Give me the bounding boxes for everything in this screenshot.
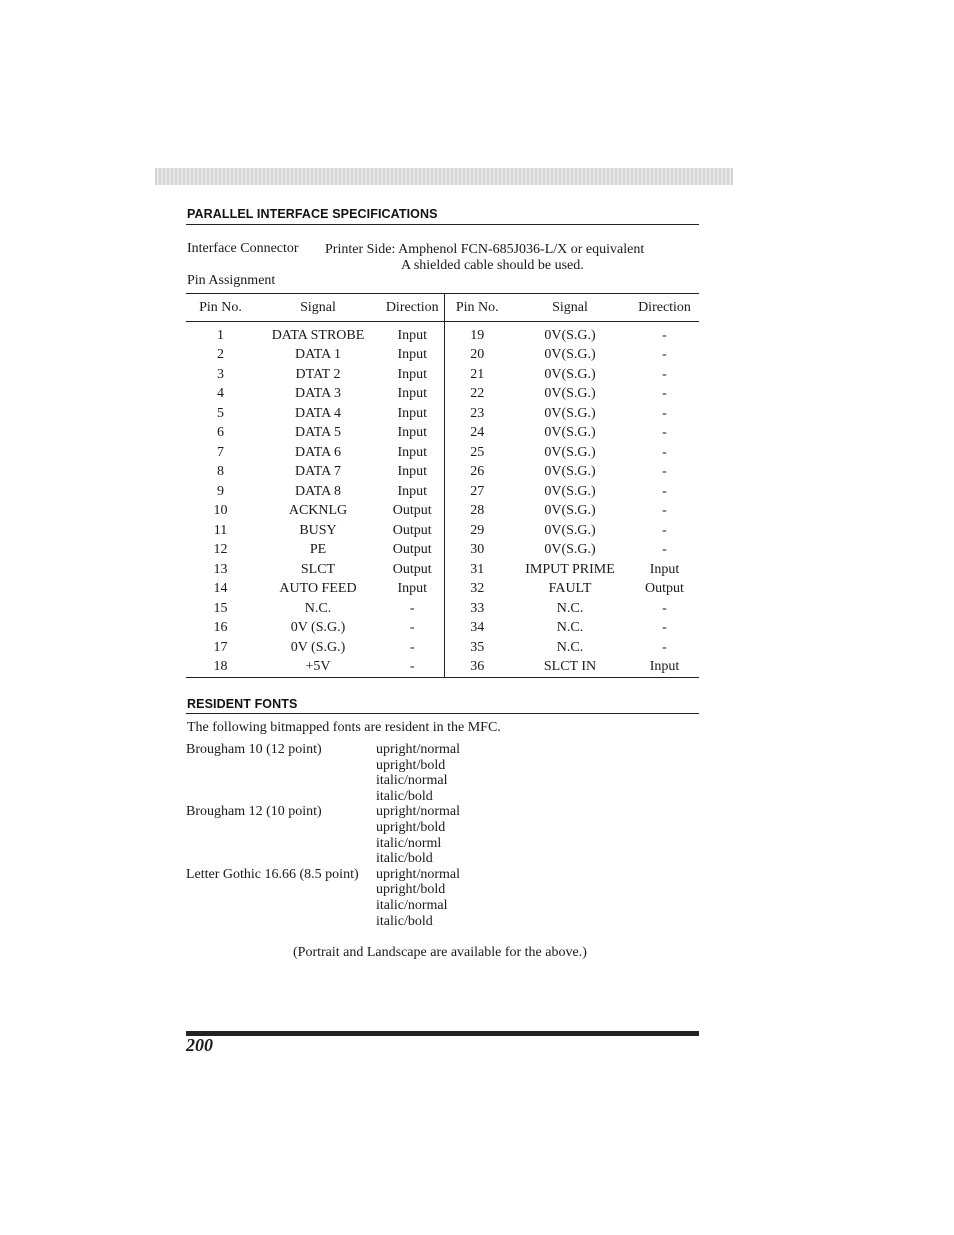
font-style-item: italic/bold — [376, 913, 433, 929]
table-cell: 0V(S.G.) — [544, 483, 596, 499]
section-rule — [186, 224, 699, 225]
font-name: Brougham 10 (12 point) — [186, 742, 322, 757]
table-cell: Input — [381, 404, 444, 424]
table-cell: N.C. — [556, 600, 584, 616]
connector-value: Printer Side: Amphenol FCN-685J036-L/X or equivalent — [325, 242, 645, 257]
table-cell: Input — [381, 424, 444, 444]
table-cell: 4 — [217, 386, 224, 402]
table-cell: DATA 8 — [295, 483, 341, 499]
table-cell: SLCT IN — [510, 658, 630, 678]
table-cell: 7 — [217, 444, 224, 460]
table-row — [186, 404, 699, 424]
cable-note: A shielded cable should be used. — [401, 258, 584, 273]
table-cell: 11 — [213, 522, 228, 538]
table-cell: - — [381, 599, 444, 619]
fonts-section-title: RESIDENT FONTS — [187, 697, 298, 711]
table-cell: Input — [381, 385, 444, 405]
table-cell: 18 — [186, 658, 255, 678]
table-cell: 0V(S.G.) — [544, 386, 596, 402]
table-row — [186, 541, 699, 561]
table-cell: ACKNLG — [288, 503, 348, 519]
table-cell: Input — [381, 322, 444, 346]
table-cell: DATA 3 — [295, 386, 341, 402]
table-cell: - — [662, 483, 667, 499]
table-cell: 36 — [444, 658, 510, 678]
table-cell: 26 — [470, 464, 485, 480]
table-row — [186, 424, 699, 444]
table-row — [186, 502, 699, 522]
font-group — [186, 742, 586, 804]
table-cell: 33 — [470, 600, 485, 616]
font-name: Letter Gothic 16.66 (8.5 point) — [186, 866, 359, 882]
table-cell: N.C. — [556, 620, 584, 636]
table-cell: N.C. — [556, 639, 584, 655]
table-cell: 0V(S.G.) — [544, 425, 596, 441]
font-styles — [376, 804, 460, 866]
table-cell: DTAT 2 — [295, 366, 341, 382]
pin-assignment-table — [186, 293, 699, 678]
table-cell: DATA 7 — [295, 464, 341, 480]
table-cell: 19 — [470, 327, 485, 343]
table-cell: - — [662, 639, 667, 655]
table-row — [186, 658, 699, 678]
font-style-item: italic/norml — [376, 835, 442, 851]
font-group — [186, 804, 586, 866]
table-cell: 28 — [470, 503, 485, 519]
table-cell: 0V(S.G.) — [544, 542, 596, 558]
table-cell: 25 — [470, 444, 485, 460]
table-cell: 6 — [217, 425, 224, 441]
table-cell: 31 — [470, 561, 485, 577]
footer-rule — [186, 1031, 699, 1036]
table-cell: BUSY — [299, 522, 337, 538]
table-cell: 5 — [217, 405, 224, 421]
font-style-item: italic/normal — [376, 773, 448, 789]
table-cell: Input — [381, 365, 444, 385]
table-cell: - — [662, 425, 667, 441]
font-style-item: upright/bold — [376, 819, 446, 835]
table-cell: DATA STROBE — [271, 327, 365, 343]
font-style-item: upright/bold — [376, 757, 446, 773]
table-cell: - — [381, 638, 444, 658]
header-band — [155, 168, 733, 185]
table-cell: Input — [649, 561, 680, 577]
table-cell: N.C. — [304, 600, 332, 616]
table-row — [186, 322, 699, 346]
table-row — [186, 638, 699, 658]
table-cell: 1 — [217, 327, 224, 343]
table-cell: Input — [381, 482, 444, 502]
table-cell: 0V(S.G.) — [544, 503, 596, 519]
table-cell: Output — [381, 521, 444, 541]
table-cell: IMPUT PRIME — [525, 561, 615, 577]
column-header: Signal — [510, 294, 630, 322]
font-style-item: italic/bold — [376, 788, 433, 804]
column-header: Pin No. — [444, 294, 510, 322]
table-cell: 0V(S.G.) — [544, 327, 596, 343]
table-cell: 9 — [217, 483, 224, 499]
table-cell: Input — [381, 346, 444, 366]
table-cell: 34 — [470, 620, 485, 636]
table-cell: - — [662, 405, 667, 421]
table-cell: 15 — [213, 600, 228, 616]
table-cell: 0V(S.G.) — [544, 522, 596, 538]
table-cell: 30 — [470, 542, 485, 558]
font-style-item: upright/bold — [376, 882, 446, 898]
table-cell: 0V(S.G.) — [544, 464, 596, 480]
table-row — [186, 463, 699, 483]
table-row — [186, 560, 699, 580]
font-name: Brougham 12 (10 point) — [186, 804, 322, 820]
font-style-item: upright/normal — [376, 742, 460, 757]
table-cell: 14 — [213, 581, 228, 597]
table-cell: FAULT — [548, 581, 592, 597]
table-row — [186, 443, 699, 463]
table-row — [186, 521, 699, 541]
table-cell: 0V(S.G.) — [544, 405, 596, 421]
table-cell: - — [662, 600, 667, 616]
table-cell: - — [381, 619, 444, 639]
table-cell: 13 — [213, 561, 228, 577]
table-cell: 3 — [217, 366, 224, 382]
connector-label: Interface Connector — [187, 241, 299, 256]
font-style-item: upright/normal — [376, 804, 460, 820]
table-row — [186, 599, 699, 619]
column-header: Direction — [381, 294, 444, 322]
table-cell: 2 — [217, 347, 224, 363]
table-cell: Output — [381, 541, 444, 561]
table-cell: 27 — [470, 483, 485, 499]
table-cell: - — [662, 347, 667, 363]
table-cell: +5V — [255, 658, 381, 678]
table-header-row — [186, 294, 699, 322]
table-cell: DATA 6 — [295, 444, 341, 460]
table-cell: 24 — [470, 425, 485, 441]
table-row — [186, 482, 699, 502]
table-cell: 20 — [470, 347, 485, 363]
table-cell: - — [662, 542, 667, 558]
fonts-note: (Portrait and Landscape are available for the above.) — [293, 945, 587, 960]
table-cell: - — [662, 620, 667, 636]
parallel-section-title: PARALLEL INTERFACE SPECIFICATIONS — [187, 207, 438, 221]
table-cell: 16 — [213, 620, 228, 636]
font-group — [186, 867, 586, 929]
table-cell: AUTO FEED — [279, 581, 357, 597]
column-header: Direction — [630, 294, 699, 322]
table-row — [186, 346, 699, 366]
table-cell: - — [662, 366, 667, 382]
table-cell: DATA 5 — [295, 425, 341, 441]
table-cell: - — [662, 503, 667, 519]
table-cell: DATA 1 — [295, 347, 341, 363]
font-styles — [376, 742, 460, 804]
table-cell: - — [662, 327, 667, 343]
font-style-item: italic/bold — [376, 851, 433, 867]
table-cell: PE — [309, 542, 327, 558]
table-row — [186, 365, 699, 385]
fonts-intro: The following bitmapped fonts are resident in the MFC. — [187, 720, 501, 735]
font-style-item: upright/normal — [376, 866, 460, 882]
font-list — [186, 742, 586, 929]
table-cell: Output — [645, 581, 684, 597]
column-header: Signal — [255, 294, 381, 322]
table-cell: Input — [630, 658, 699, 678]
table-cell: 10 — [213, 503, 228, 519]
table-cell: 35 — [470, 639, 485, 655]
table-cell: 0V(S.G.) — [544, 444, 596, 460]
table-cell: 32 — [470, 581, 485, 597]
table-row — [186, 619, 699, 639]
table-cell: 17 — [213, 639, 228, 655]
table-cell: 0V(S.G.) — [544, 366, 596, 382]
pin-assignment-label: Pin Assignment — [187, 273, 276, 288]
table-cell: 8 — [217, 464, 224, 480]
table-cell: SLCT — [300, 561, 336, 577]
table-cell: - — [381, 658, 444, 678]
table-cell: Output — [381, 502, 444, 522]
table-cell: 0V(S.G.) — [544, 347, 596, 363]
table-row — [186, 580, 699, 600]
table-cell: 22 — [470, 386, 485, 402]
table-cell: - — [662, 522, 667, 538]
column-header: Pin No. — [186, 294, 255, 322]
table-cell: Input — [381, 580, 444, 600]
table-cell: Input — [381, 463, 444, 483]
font-styles — [376, 867, 460, 929]
table-row — [186, 385, 699, 405]
section-rule — [186, 713, 699, 714]
table-cell: Output — [381, 560, 444, 580]
font-style-item: italic/normal — [376, 897, 448, 913]
table-cell: - — [662, 464, 667, 480]
table-cell: 23 — [470, 405, 485, 421]
table-cell: 0V (S.G.) — [290, 620, 346, 636]
page-number: 200 — [186, 1035, 213, 1055]
table-cell: 0V (S.G.) — [290, 639, 346, 655]
table-cell: - — [662, 386, 667, 402]
table-cell: 12 — [213, 542, 228, 558]
table-cell: 21 — [470, 366, 485, 382]
table-cell: Input — [381, 443, 444, 463]
table-cell: DATA 4 — [295, 405, 341, 421]
table-cell: 29 — [470, 522, 485, 538]
table-cell: - — [662, 444, 667, 460]
